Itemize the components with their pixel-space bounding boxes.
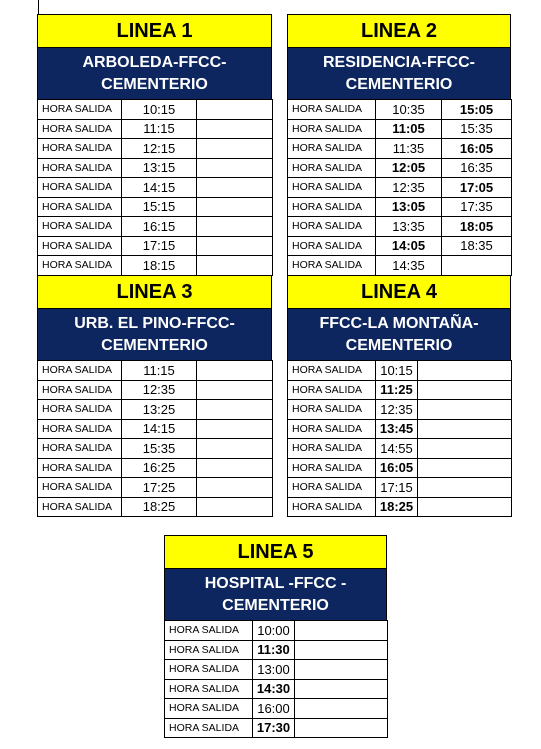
departure-label: HORA SALIDA	[38, 458, 122, 478]
departure-time-second	[295, 718, 388, 738]
schedule-row	[165, 640, 388, 660]
departure-label: HORA SALIDA	[38, 478, 122, 498]
schedule-row	[288, 236, 512, 256]
departure-time-second	[197, 380, 273, 400]
departure-time: 10:15	[376, 361, 418, 381]
departure-label: HORA SALIDA	[38, 119, 122, 139]
departure-label: HORA SALIDA	[38, 217, 122, 237]
schedule-row	[165, 621, 388, 641]
departure-time: 14:05	[376, 236, 442, 256]
schedule-table	[37, 360, 273, 517]
schedule-row	[288, 419, 512, 439]
departure-time-second	[197, 439, 273, 459]
line-4-block	[287, 275, 511, 517]
departure-label: HORA SALIDA	[38, 361, 122, 381]
departure-time: 13:05	[376, 197, 442, 217]
schedule-row	[165, 718, 388, 738]
departure-time-second	[197, 458, 273, 478]
departure-label: HORA SALIDA	[288, 158, 376, 178]
departure-time: 18:15	[122, 256, 197, 276]
schedule-row	[165, 699, 388, 719]
schedule-row	[38, 139, 273, 159]
schedule-row	[288, 217, 512, 237]
departure-time-second	[295, 660, 388, 680]
schedule-row	[288, 100, 512, 120]
departure-label: HORA SALIDA	[288, 100, 376, 120]
departure-time: 17:15	[122, 236, 197, 256]
departure-label: HORA SALIDA	[288, 439, 376, 459]
schedule-row	[288, 119, 512, 139]
departure-time: 13:00	[253, 660, 295, 680]
departure-time-second	[197, 419, 273, 439]
schedule-row	[38, 439, 273, 459]
departure-label: HORA SALIDA	[38, 419, 122, 439]
departure-time: 11:15	[122, 119, 197, 139]
route-name: RESIDENCIA-FFCC-CEMENTERIO	[287, 48, 511, 99]
departure-time: 13:15	[122, 158, 197, 178]
departure-time: 14:30	[253, 679, 295, 699]
schedule-row	[38, 380, 273, 400]
departure-label: HORA SALIDA	[165, 621, 253, 641]
departure-time: 10:15	[122, 100, 197, 120]
departure-time: 12:15	[122, 139, 197, 159]
departure-time: 17:25	[122, 478, 197, 498]
departure-time: 13:45	[376, 419, 418, 439]
departure-time-second: 15:05	[442, 100, 512, 120]
departure-time: 15:35	[122, 439, 197, 459]
schedule-row	[288, 178, 512, 198]
line-2-block	[287, 14, 511, 276]
schedule-row	[38, 400, 273, 420]
departure-time-second	[418, 419, 512, 439]
schedule-table	[287, 99, 512, 276]
schedule-row	[38, 119, 273, 139]
schedule-table	[164, 620, 388, 738]
schedule-row	[288, 478, 512, 498]
schedule-row	[38, 158, 273, 178]
departure-time-second	[418, 478, 512, 498]
schedule-row	[288, 458, 512, 478]
schedule-row	[288, 400, 512, 420]
departure-label: HORA SALIDA	[38, 158, 122, 178]
departure-time-second	[197, 361, 273, 381]
departure-label: HORA SALIDA	[38, 100, 122, 120]
departure-time: 14:15	[122, 419, 197, 439]
departure-time-second	[197, 139, 273, 159]
schedule-row	[288, 380, 512, 400]
departure-time-second	[295, 679, 388, 699]
departure-label: HORA SALIDA	[38, 197, 122, 217]
line-title: LINEA 2	[287, 14, 511, 48]
schedule-row	[38, 458, 273, 478]
schedule-row	[288, 139, 512, 159]
departure-time-second	[418, 361, 512, 381]
departure-label: HORA SALIDA	[288, 236, 376, 256]
departure-time: 12:05	[376, 158, 442, 178]
departure-time: 14:35	[376, 256, 442, 276]
schedule-row	[38, 100, 273, 120]
schedule-row	[165, 679, 388, 699]
schedule-table	[37, 99, 273, 276]
line-1-block	[37, 14, 272, 276]
departure-label: HORA SALIDA	[288, 400, 376, 420]
departure-label: HORA SALIDA	[288, 197, 376, 217]
departure-time-second	[295, 640, 388, 660]
schedule-row	[38, 478, 273, 498]
departure-time: 13:25	[122, 400, 197, 420]
departure-time-second	[418, 400, 512, 420]
departure-label: HORA SALIDA	[38, 236, 122, 256]
line-title: LINEA 3	[37, 275, 272, 309]
schedule-row	[38, 256, 273, 276]
departure-time: 15:15	[122, 197, 197, 217]
departure-time: 14:15	[122, 178, 197, 198]
schedule-row	[38, 236, 273, 256]
departure-time-second: 17:05	[442, 178, 512, 198]
departure-time-second	[197, 178, 273, 198]
departure-time: 16:00	[253, 699, 295, 719]
route-name: HOSPITAL -FFCC -CEMENTERIO	[164, 569, 387, 620]
departure-time: 12:35	[122, 380, 197, 400]
departure-time-second	[295, 699, 388, 719]
departure-time: 16:05	[376, 458, 418, 478]
departure-time: 14:55	[376, 439, 418, 459]
departure-label: HORA SALIDA	[288, 458, 376, 478]
departure-time: 11:30	[253, 640, 295, 660]
departure-time-second: 18:35	[442, 236, 512, 256]
departure-time: 11:35	[376, 139, 442, 159]
top-left-rule	[38, 0, 39, 14]
departure-time: 11:05	[376, 119, 442, 139]
departure-time: 13:35	[376, 217, 442, 237]
departure-label: HORA SALIDA	[38, 380, 122, 400]
schedule-row	[38, 419, 273, 439]
departure-time-second	[418, 439, 512, 459]
route-name: URB. EL PINO-FFCC-CEMENTERIO	[37, 309, 272, 360]
schedule-row	[38, 217, 273, 237]
schedule-row	[38, 197, 273, 217]
departure-label: HORA SALIDA	[288, 217, 376, 237]
departure-time: 16:15	[122, 217, 197, 237]
schedule-row	[38, 178, 273, 198]
departure-time: 10:00	[253, 621, 295, 641]
departure-time-second: 16:05	[442, 139, 512, 159]
departure-label: HORA SALIDA	[165, 640, 253, 660]
schedule-row	[288, 361, 512, 381]
route-name: FFCC-LA MONTAÑA-CEMENTERIO	[287, 309, 511, 360]
departure-time-second	[197, 217, 273, 237]
departure-time: 10:35	[376, 100, 442, 120]
departure-time-second	[197, 158, 273, 178]
departure-time: 16:25	[122, 458, 197, 478]
departure-time: 18:25	[376, 497, 418, 517]
departure-label: HORA SALIDA	[288, 139, 376, 159]
departure-time-second	[295, 621, 388, 641]
schedule-row	[288, 158, 512, 178]
departure-time-second	[418, 458, 512, 478]
departure-time-second	[197, 119, 273, 139]
departure-time: 11:15	[122, 361, 197, 381]
schedule-table	[287, 360, 512, 517]
departure-time-second	[197, 236, 273, 256]
departure-time: 18:25	[122, 497, 197, 517]
departure-time: 12:35	[376, 178, 442, 198]
departure-time-second	[197, 256, 273, 276]
departure-label: HORA SALIDA	[288, 178, 376, 198]
schedule-row	[38, 361, 273, 381]
departure-time-second	[418, 380, 512, 400]
line-5-block	[164, 535, 387, 738]
departure-time-second	[197, 197, 273, 217]
departure-time: 12:35	[376, 400, 418, 420]
departure-time-second: 17:35	[442, 197, 512, 217]
departure-label: HORA SALIDA	[38, 178, 122, 198]
departure-label: HORA SALIDA	[38, 439, 122, 459]
departure-label: HORA SALIDA	[288, 256, 376, 276]
departure-time-second	[197, 497, 273, 517]
departure-time-second	[418, 497, 512, 517]
departure-label: HORA SALIDA	[165, 718, 253, 738]
line-title: LINEA 5	[164, 535, 387, 569]
schedule-row	[288, 439, 512, 459]
departure-time-second	[197, 400, 273, 420]
departure-time-second: 18:05	[442, 217, 512, 237]
departure-time: 17:30	[253, 718, 295, 738]
schedule-row	[288, 197, 512, 217]
departure-label: HORA SALIDA	[165, 699, 253, 719]
departure-time-second	[442, 256, 512, 276]
departure-label: HORA SALIDA	[288, 380, 376, 400]
departure-label: HORA SALIDA	[165, 679, 253, 699]
departure-label: HORA SALIDA	[38, 497, 122, 517]
departure-label: HORA SALIDA	[165, 660, 253, 680]
departure-label: HORA SALIDA	[38, 139, 122, 159]
departure-time-second	[197, 100, 273, 120]
departure-time: 17:15	[376, 478, 418, 498]
departure-label: HORA SALIDA	[288, 361, 376, 381]
departure-label: HORA SALIDA	[288, 478, 376, 498]
departure-time-second: 16:35	[442, 158, 512, 178]
schedule-row	[165, 660, 388, 680]
line-3-block	[37, 275, 272, 517]
departure-time: 11:25	[376, 380, 418, 400]
line-title: LINEA 1	[37, 14, 272, 48]
schedule-row	[288, 256, 512, 276]
departure-label: HORA SALIDA	[38, 256, 122, 276]
departure-label: HORA SALIDA	[288, 119, 376, 139]
departure-time-second: 15:35	[442, 119, 512, 139]
schedule-row	[288, 497, 512, 517]
line-title: LINEA 4	[287, 275, 511, 309]
departure-time-second	[197, 478, 273, 498]
schedule-row	[38, 497, 273, 517]
departure-label: HORA SALIDA	[38, 400, 122, 420]
route-name: ARBOLEDA-FFCC-CEMENTERIO	[37, 48, 272, 99]
departure-label: HORA SALIDA	[288, 497, 376, 517]
departure-label: HORA SALIDA	[288, 419, 376, 439]
